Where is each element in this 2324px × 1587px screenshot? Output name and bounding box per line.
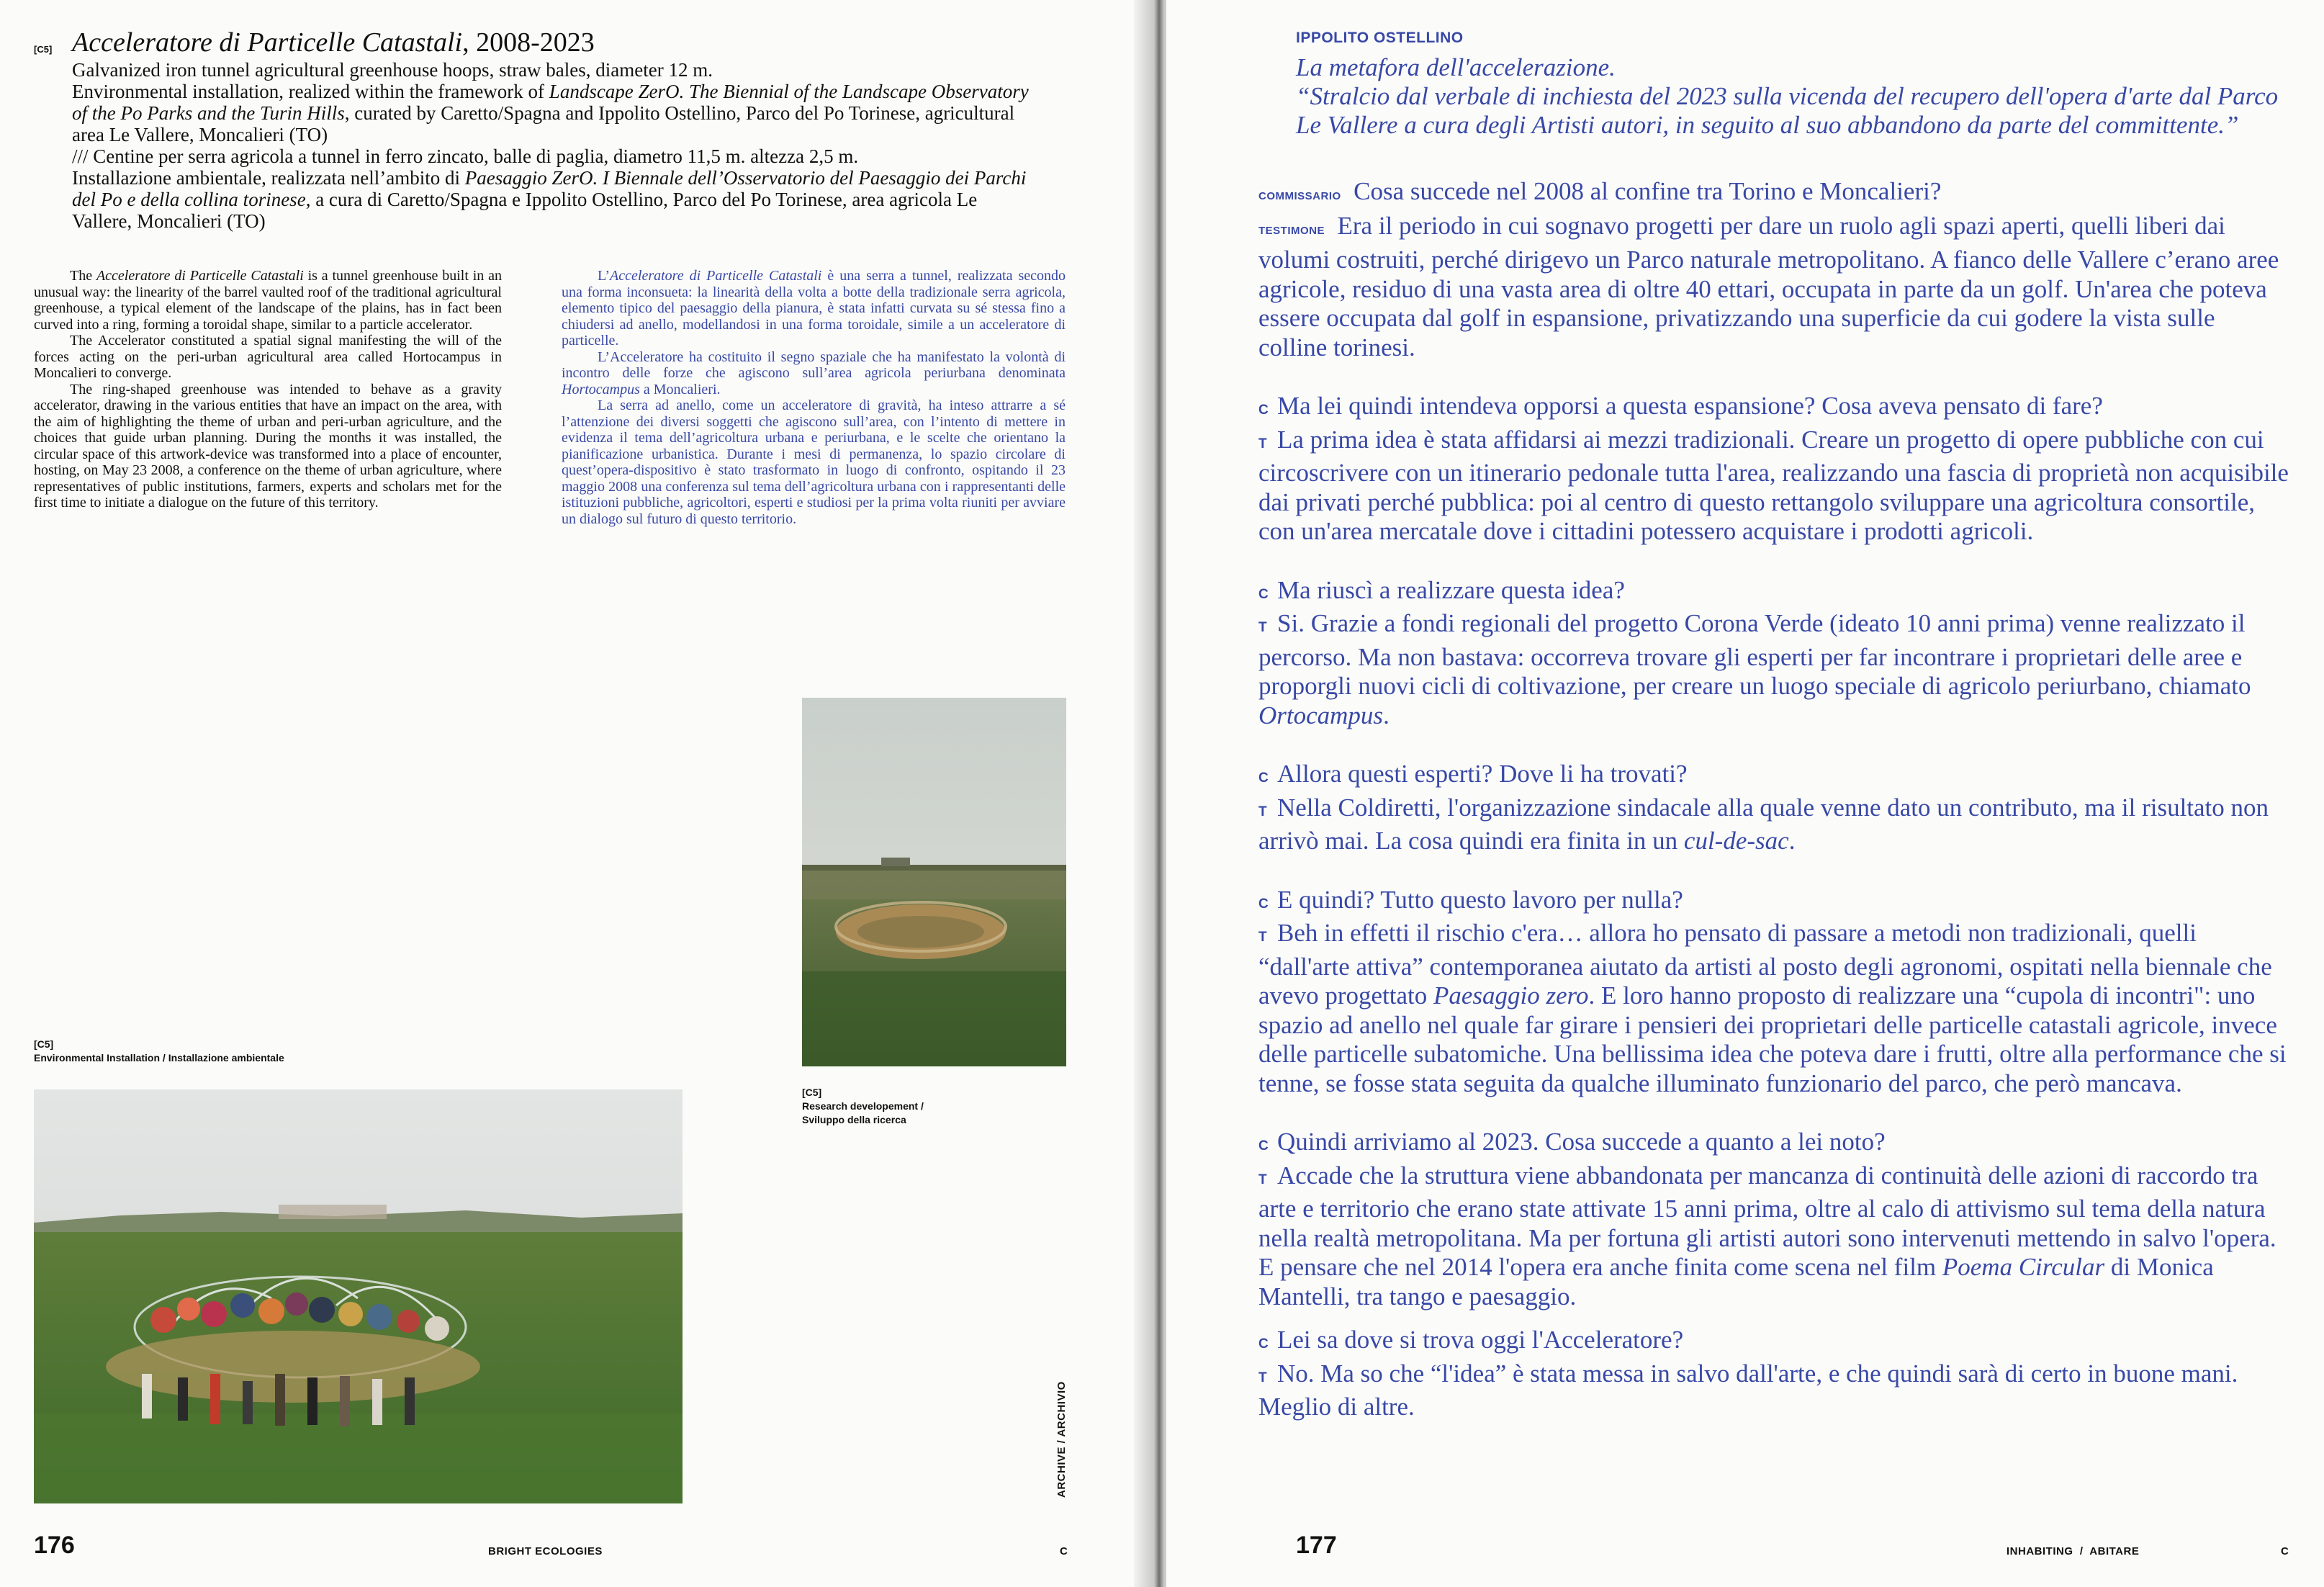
- english-credits: [72, 59, 1030, 145]
- question: C Ma lei quindi intendeva opporsi a questa espansione? Cosa aveva pensato di fare?: [1258, 392, 2289, 426]
- caption-tag: [C5]: [34, 1038, 54, 1050]
- answer: T Beh in effetti il rischio c'era… allora ho pensato di passare a metodi non tradizionali, quelli “dall'arte attiva” contemporanea aiutato da artisti al posto degli agronomi, ospitati nella biennale che avevo progettato Paesaggio zero. E loro hanno proposto di realizzare una “cupola di incontri": uno spazio ad anello nel quale far girare i pensieri dei proprietari delle particelle catastali agricole, invece delle particelle subatomiche. Una bellissima idea che poteva dare i frutti, oltre alla performance che si tenne, se fosse stata seguita da qualche illuminato funzionario del parco, che però mancava.: [1258, 919, 2287, 1097]
- italian-paragraph: L’Acceleratore ha costituito il segno spaziale che ha manifestato la volontà di incontro delle forze che agiscono sull’area agricola periurbana denominata Hortocampus a Moncalieri.: [562, 349, 1066, 397]
- interview-title: La metafora dell'accelerazione.: [1296, 53, 1616, 81]
- question: C Lei sa dove si trova oggi l'Acceleratore?: [1258, 1326, 2289, 1359]
- left-page: [0, 0, 1158, 1587]
- italian-installation: Installazione ambientale, realizzata nell’ambito di Paesaggio ZerO. I Biennale dell’Osservatorio del Paesaggio dei Parchi del Po e della collina torinese, a cura di Caretto/Spagna e Ippolito Ostellino, Parco del Po Torinese, area agricola Le Vallere, Moncalieri (TO): [72, 167, 1027, 232]
- right-page: [1166, 0, 2324, 1587]
- title-text: Acceleratore di Particelle Catastali: [72, 27, 463, 58]
- speaker-initial: C: [1258, 1138, 1269, 1154]
- english-paragraph: The Accelerator constituted a spatial signal manifesting the will of the forces acting on the peri-urban agricultural area called Hortocampus in Moncalieri to converge.: [34, 333, 502, 381]
- title-year: , 2008-2023: [462, 27, 595, 58]
- section-letter: C: [1060, 1545, 1068, 1557]
- speaker-label: COMMISSARIO: [1258, 190, 1341, 202]
- speaker-label: TESTIMONE: [1258, 224, 1325, 237]
- entry-header: [72, 27, 1030, 232]
- installation-photo: [34, 1089, 683, 1503]
- speaker-initial: T: [1258, 620, 1267, 635]
- answer: TESTIMONE Era il periodo in cui sognavo progetti per dare un ruolo agli spazi aperti, quelli liberi dai volumi costruiti, perché dirigevo un Parco naturale metropolitano. A fianco delle Vallere c’erano aree agricole, residuo di una vasta area di oltre 40 ettari, occupata in parte da un golf. Un'area che poteva essere occupata dal golf in espansione, privatizzando una superficie da cui godere la vista sulle colline torinesi.: [1258, 211, 2279, 361]
- speaker-initial: C: [1258, 403, 1269, 418]
- english-paragraph: The ring-shaped greenhouse was intended to behave as a gravity accelerator, drawing in the various entities that have an impact on the area, with the aim of highlighting the theme of urban and peri-urban agriculture, and the choices that guide urban planning. During the months it was installed, the circular space of this artwork-device was transformed into a place of encounter, hosting, on May 23 2008, a conference on the theme of urban agriculture, where representatives of public institutions, farmers, experts and scholars met for the first time to initiate a dialogue on the future of this territory.: [34, 381, 502, 511]
- interview-intro: [1296, 53, 2289, 140]
- speaker-initial: C: [1258, 896, 1269, 912]
- side-section-label: ARCHIVE / ARCHIVIO: [1055, 1381, 1068, 1498]
- artwork-title: [72, 27, 1030, 58]
- speaker-initial: T: [1258, 436, 1267, 451]
- answer: T No. Ma so che “l'idea” è stata messa in salvo dall'arte, e che quindi sarà di certo in buone mani. Meglio di altre.: [1258, 1359, 2238, 1421]
- page-number: 176: [34, 1532, 75, 1559]
- speaker-initial: C: [1258, 770, 1269, 786]
- question: COMMISSARIO Cosa succede nel 2008 al confine tra Torino e Moncalieri?: [1258, 177, 1942, 205]
- english-materials: Galvanized iron tunnel agricultural greenhouse hoops, straw bales, diameter 12 m.: [72, 59, 713, 81]
- caption-research: [802, 1086, 924, 1127]
- research-photo-image: [802, 698, 1066, 1066]
- question: C Quindi arriviamo al 2023. Cosa succede a quanto a lei noto?: [1258, 1128, 2289, 1161]
- page-number: 177: [1296, 1532, 1337, 1559]
- english-paragraph: The Acceleratore di Particelle Catastali is a tunnel greenhouse built in an unusual way: the linearity of the barrel vaulted roof of the traditional agricultural greenhouse, a typical element of the landscape of the plains, has in fact been curved into a ring, forming a toroidal shape, similar to a particle accelerator.: [34, 268, 503, 333]
- caption-text: Sviluppo della ricerca: [802, 1114, 906, 1125]
- running-title: INHABITING / ABITARE: [2007, 1545, 2140, 1557]
- caption-installation: [34, 1038, 284, 1065]
- section-letter: C: [2281, 1545, 2289, 1557]
- italian-materials: /// Centine per serra agricola a tunnel in ferro zincato, balle di paglia, diametro 11,5 m. altezza 2,5 m.: [72, 145, 859, 167]
- question: C E quindi? Tutto questo lavoro per nulla?: [1258, 886, 2289, 920]
- running-title: BRIGHT ECOLOGIES: [488, 1545, 603, 1557]
- question: C Ma riuscì a realizzare questa idea?: [1258, 576, 2289, 610]
- answer: T La prima idea è stata affidarsi ai mezzi tradizionali. Creare un progetto di opere pubbliche con cui circoscrivere con un itinerario pedonale tutta l'area, realizzando una fascia di proprietà non acquisibile dai privati perché pubblica: poi al centro di questo rettangolo sviluppare una agricoltura consortile, con un'area mercatale dove i cittadini potessero acquistare i prodotti agricoli.: [1258, 425, 2289, 545]
- english-installation: Environmental installation, realized within the framework of Landscape ZerO. The Biennial of the Landscape Observatory of the Po Parks and the Turin Hills, curated by Caretto/Spagna and Ippolito Ostellino, Parco del Po Torinese, agricultural area Le Vallere, Moncalieri (TO): [72, 81, 1029, 145]
- interview-dialogue: [1258, 177, 2289, 1422]
- italian-paragraph: La serra ad anello, come un acceleratore di gravità, ha inteso attrarre a sé l’attenzione dei diversi soggetti che agiscono sull’area, con l’intento di mettere in evidenza il tema dell’agricoltura urbana e periurbana, e le scelte che orientano la pianificazione urbanistica. Durante i mesi di permanenza, lo spazio circolare di quest’opera-dispositivo è stato trasformato in luogo di confronto, ospitando il 23 maggio 2008 una conferenza sul tema dell’agricoltura urbana con i rappresentanti delle istituzioni pubbliche, agricoltori, esperti e studiosi per la prima volta riuniti per avviare un dialogo sul futuro di questo territorio.: [562, 397, 1066, 527]
- answer: T Si. Grazie a fondi regionali del progetto Corona Verde (ideato 10 anni prima) venne realizzato il percorso. Ma non bastava: occorreva trovare gli esperti per far incontrare i proprietari delle aree e proporgli nuovi cicli di coltivazione, per creare un luogo speciale di agricolo periurbano, chiamato Ortocampus.: [1258, 609, 2251, 729]
- english-text-column: [34, 268, 502, 511]
- installation-photo-image: [34, 1089, 683, 1503]
- speaker-initial: C: [1258, 586, 1269, 602]
- answer: T Accade che la struttura viene abbandonata per mancanza di continuità delle azioni di raccordo tra arte e territorio che erano state attivate 15 anni prima, oltre al calo di attivismo sul tema della natura nella realtà metropolitana. Ma per fortuna gli artisti autori sono intervenuti mettendo in salvo l'opera. E pensare che nel 2014 l'opera era anche finita come scena nel film Poema Circular di Monica Mantelli, tra tango e paesaggio.: [1258, 1161, 2276, 1310]
- speaker-initial: C: [1258, 1336, 1269, 1352]
- speaker-initial: T: [1258, 1172, 1267, 1187]
- speaker-initial: T: [1258, 930, 1267, 945]
- italian-text-column: [562, 268, 1066, 527]
- entry-tag: [C5]: [34, 44, 53, 55]
- speaker-initial: T: [1258, 1370, 1267, 1385]
- italian-credits: [72, 145, 1030, 232]
- answer: T Nella Coldiretti, l'organizzazione sindacale alla quale venne dato un contributo, ma il risultato non arrivò mai. La cosa quindi era finita in un cul-de-sac.: [1258, 793, 2269, 855]
- research-photo: [802, 698, 1066, 1066]
- author-name: IPPOLITO OSTELLINO: [1296, 30, 1464, 46]
- caption-text: Research developement /: [802, 1100, 924, 1112]
- interview-subtitle: “Stralcio dal verbale di inchiesta del 2023 sulla vicenda del recupero dell'opera d'arte dal Parco Le Vallere a cura degli Artisti autori, in seguito al suo abbandono da parte del committente.”: [1296, 82, 2279, 139]
- question: C Allora questi esperti? Dove li ha trovati?: [1258, 760, 2289, 794]
- italian-paragraph: L’Acceleratore di Particelle Catastali è una serra a tunnel, realizzata secondo una forma inconsueta: la linearità della volta a botte della tradizionale serra agricola, elemento tipico del paesaggio della pianura, è stata infatti curvata su sé stessa fino a chiudersi ad anello, modellandosi in una forma toroidale, simile a un acceleratore di particelle.: [562, 268, 1066, 349]
- caption-tag: [C5]: [802, 1087, 822, 1098]
- caption-text: Environmental Installation / Installazione ambientale: [34, 1052, 284, 1064]
- speaker-initial: T: [1258, 804, 1267, 819]
